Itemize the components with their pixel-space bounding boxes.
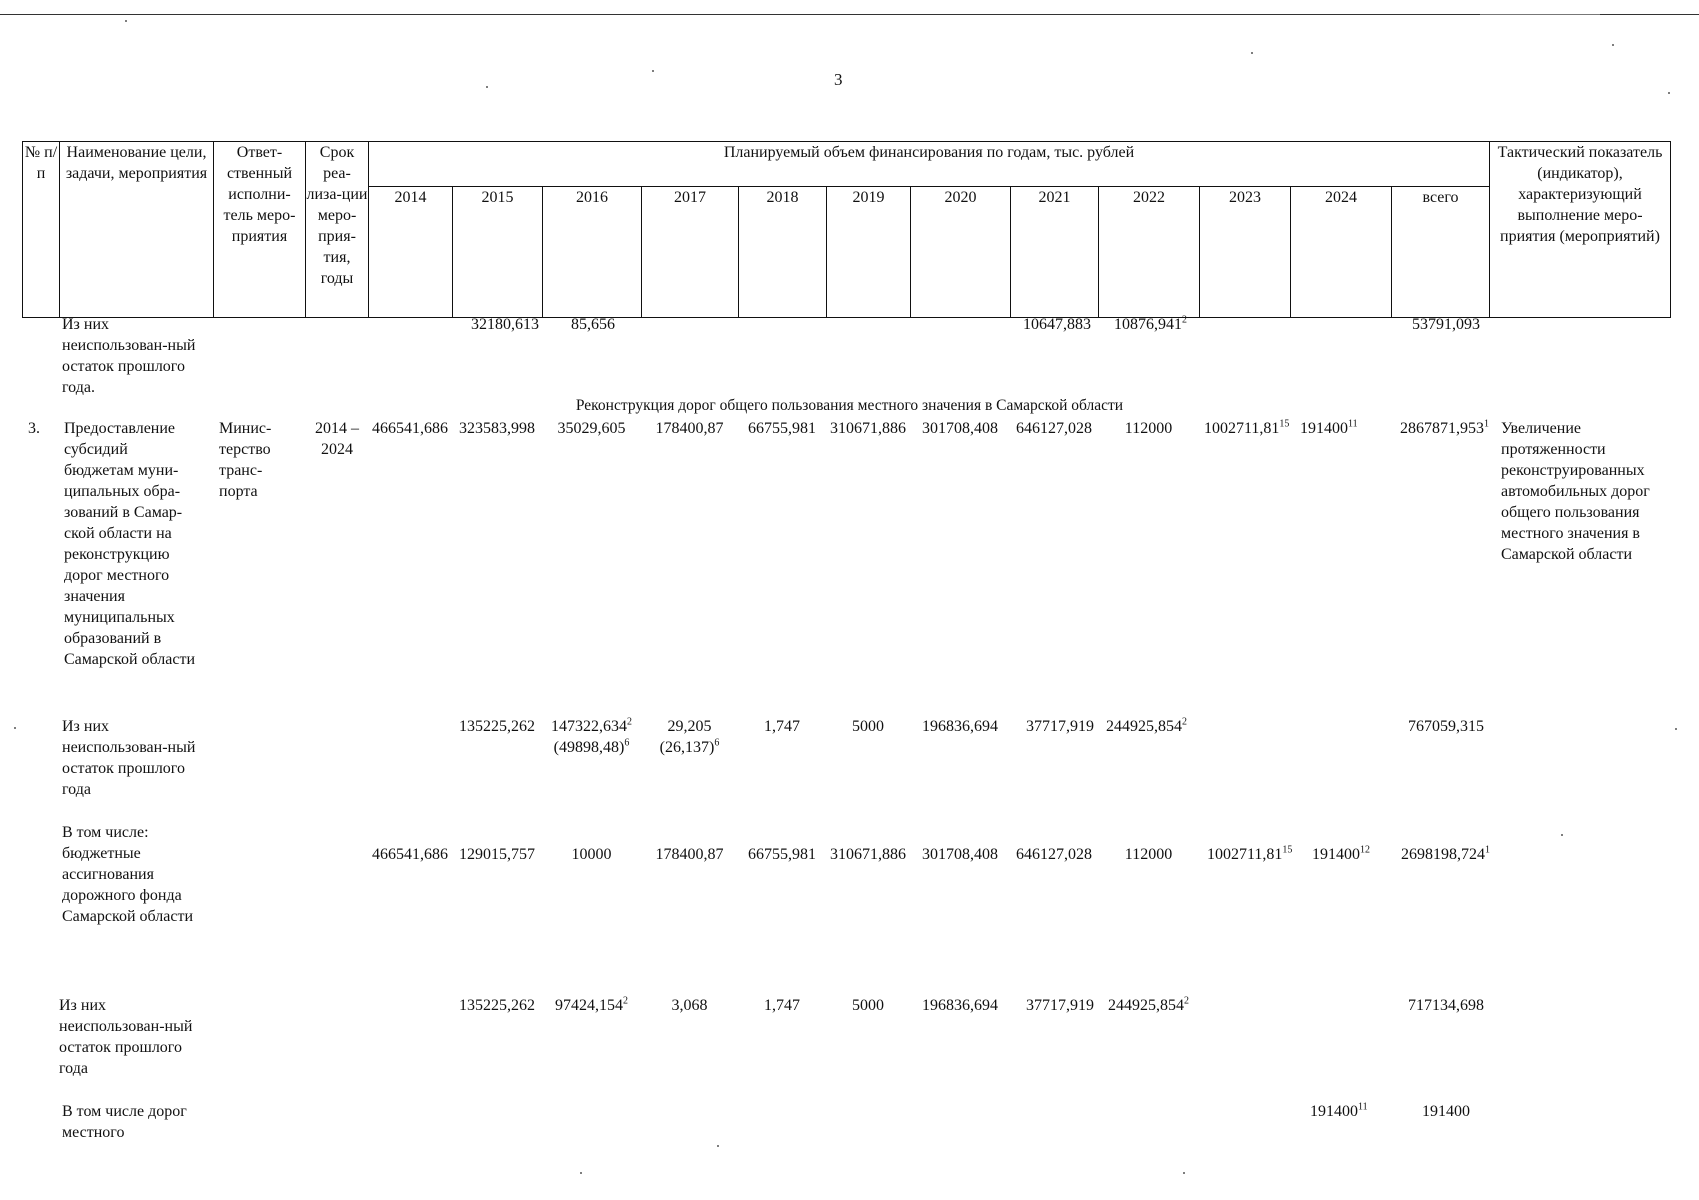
row1-responsible: Минис-терство транс-порта [219,420,272,500]
row5-name: В том числе дорог местного [62,1103,187,1141]
row3-2022: 112000 [1124,846,1173,863]
scan-speck [580,1172,582,1174]
row4-2018: 1,747 [764,997,800,1014]
header-name: Наименование цели, задачи, мероприятия [60,142,214,318]
row2-2019: 5000 [852,718,884,735]
row3-2023: 1002711,81$^{15}$ [1207,844,1293,863]
header-year-2014: 2014 [369,187,453,318]
row4-2017: 3,068 [671,997,708,1014]
scan-speck [125,20,127,22]
scan-speck [14,727,16,729]
row1-2021: 646127,028 [1016,420,1092,437]
row3-2015: 129015,757 [459,846,535,863]
row1-2017: 178400,87 [655,420,724,437]
header-year-2022: 2022 [1099,187,1200,318]
row2-total: 767059,315 [1408,718,1484,735]
row1-total: 2867871,953$^1$ [1400,418,1489,437]
row1-2016: 35029,605 [557,420,626,437]
header-year-total: всего [1392,187,1490,318]
header-indicator: Тактический показатель (индикатор), характеризующий выполнение меро-приятия (мероприятий) [1490,142,1671,318]
scan-speck [652,70,654,72]
row3-2024: 191400$^{12}$ [1312,844,1370,863]
row3-2019: 310671,886 [830,846,906,863]
scan-speck [1668,92,1670,94]
row5-total: 191400 [1422,1103,1470,1120]
row3-total: 2698198,724$^1$ [1401,844,1490,863]
row4-2022: 244925,854$^2$ [1108,995,1189,1014]
scan-speck [717,1145,719,1147]
row0-2015: 32180,613 [471,316,539,333]
header-year-2020: 2020 [911,187,1011,318]
scan-speck [1561,834,1563,836]
row0-2021: 10647,883 [1023,316,1091,333]
row0-2016: 85,656 [571,316,615,333]
scan-speck [1183,1172,1185,1174]
header-num: № п/п [23,142,60,318]
row2-2022: 244925,854$^2$ [1106,716,1187,735]
row3-2017: 178400,87 [655,846,724,863]
row1-2023: 1002711,81$^{15}$ [1204,418,1290,437]
row4-2019: 5000 [852,997,884,1014]
header-responsible: Ответ-ственный исполни-тель меро-приятия [214,142,306,318]
row4-2020: 196836,694 [922,997,998,1014]
header-year-2018: 2018 [739,187,827,318]
header-year-2017: 2017 [642,187,739,318]
header-year-2015: 2015 [453,187,543,318]
row3-2016: 10000 [571,846,612,863]
row0-name: Из них неиспользован-ный остаток прошлого года. [62,316,196,396]
row1-term: 2014 – 2024 [315,420,359,458]
row2-name: Из них неиспользован-ный остаток прошлого года [62,718,196,798]
row0-total: 53791,093 [1412,316,1480,333]
row1-2022: 112000 [1124,420,1173,437]
row4-2016: 97424,154$^2$ [555,995,628,1014]
scan-speck [486,86,488,88]
scan-speck [1612,44,1614,46]
row2-2015: 135225,262 [459,718,535,735]
row1-num: 3. [28,420,40,437]
row1-2015: 323583,998 [459,420,535,437]
header-year-2021: 2021 [1011,187,1099,318]
header-term: Срок реа-лиза-ции меро-прия-тия, годы [306,142,369,318]
row1-2014: 466541,686 [372,420,448,437]
top-border-line [0,14,1699,15]
row5-2024: 191400$^{11}$ [1310,1101,1368,1120]
row1-name: Предоставление субсидий бюджетам муни-ципальных обра-зований в Самар-ской области на реконструкцию дорог местного значения муниципальных образований в Самарской области [64,420,195,668]
row2-2016: 147322,634$^2$ $(49898,48)^6$ [551,716,632,756]
row1-indicator: Увеличение протяженности реконструированных автомобильных дорог общего пользования местного значения в Самарской области [1501,420,1650,563]
row2-2020: 196836,694 [922,718,998,735]
row2-2021: 37717,919 [1026,718,1094,735]
row4-2021: 37717,919 [1026,997,1094,1014]
header-planned-financing: Планируемый объем финансирования по годам, тыс. рублей [369,142,1490,187]
row0-2022: 10876,941$^2$ [1114,314,1187,333]
row1-2020: 301708,408 [922,420,998,437]
row4-2015: 135225,262 [459,997,535,1014]
row4-name: Из них неиспользован-ный остаток прошлого года [59,997,193,1077]
row3-2020: 301708,408 [922,846,998,863]
header-year-2019: 2019 [827,187,911,318]
financing-table-header [22,141,1671,318]
row3-2018: 66755,981 [748,846,816,863]
row2-2017: 29,205 $(26,137)^6$ [659,718,720,756]
header-year-2016: 2016 [543,187,642,318]
row2-2018: 1,747 [764,718,800,735]
scan-speck [1251,52,1253,54]
row3-2021: 646127,028 [1016,846,1092,863]
header-year-2024: 2024 [1291,187,1392,318]
header-year-2023: 2023 [1200,187,1291,318]
section-title: Реконструкция дорог общего пользования местного значения в Самарской области [575,397,1124,414]
row4-total: 717134,698 [1408,997,1484,1014]
scan-dash [1480,14,1600,15]
scan-speck [1675,728,1677,730]
row3-name: В том числе: бюджетные ассигнования дорожного фонда Самарской области [62,824,193,925]
row1-2019: 310671,886 [830,420,906,437]
row3-2014: 466541,686 [372,846,448,863]
page-number: 3 [834,70,843,89]
row1-2018: 66755,981 [748,420,816,437]
row1-2024: 191400$^{11}$ [1300,418,1358,437]
